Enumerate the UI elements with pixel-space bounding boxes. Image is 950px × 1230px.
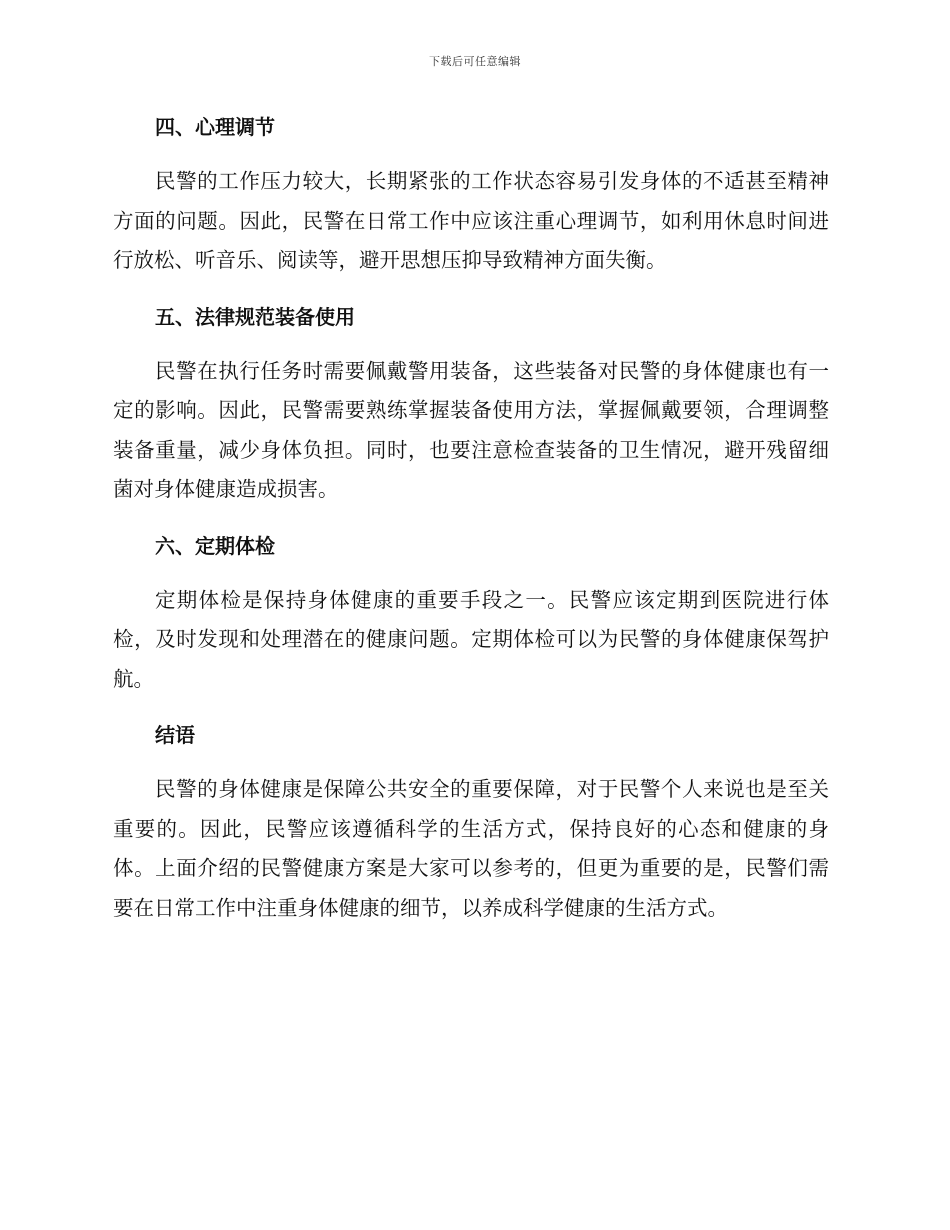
section-heading: 五、法律规范装备使用 [155, 304, 355, 329]
section-psychological-adjustment [113, 108, 829, 281]
document-body [113, 108, 829, 945]
section-regular-checkup [113, 527, 829, 700]
section-heading: 四、心理调节 [155, 115, 275, 139]
section-equipment-use [113, 298, 829, 510]
section-paragraph: 民警的身体健康是保障公共安全的重要保障，对于民警个人来说也是至关重要的。因此，民警应该遵循科学的生活方式，保持良好的心态和健康的身体。上面介绍的民警健康方案是大家可以参考的，但更为重要的是，民警们需要在日常工作中注重身体健康的细节，以养成科学健康的生活方式。 [113, 777, 829, 920]
section-paragraph: 民警的工作压力较大，长期紧张的工作状态容易引发身体的不适甚至精神方面的问题。因此，民警在日常工作中应该注重心理调节，如利用休息时间进行放松、听音乐、阅读等，避开思想压抑导致精神方面失衡。 [113, 169, 829, 272]
section-paragraph: 民警在执行任务时需要佩戴警用装备，这些装备对民警的身体健康也有一定的影响。因此，民警需要熟练掌握装备使用方法，掌握佩戴要领，合理调整装备重量，减少身体负担。同时，也要注意检查装备的卫生情况，避开残留细菌对身体健康造成损害。 [113, 358, 829, 501]
section-conclusion [113, 716, 829, 928]
page-header-note: 下载后可任意编辑 [429, 55, 521, 68]
section-heading: 结语 [155, 723, 195, 747]
section-heading: 六、定期体检 [155, 533, 275, 558]
section-paragraph: 定期体检是保持身体健康的重要手段之一。民警应该定期到医院进行体检，及时发现和处理潜在的健康问题。定期体检可以为民警的身体健康保驾护航。 [113, 587, 829, 691]
